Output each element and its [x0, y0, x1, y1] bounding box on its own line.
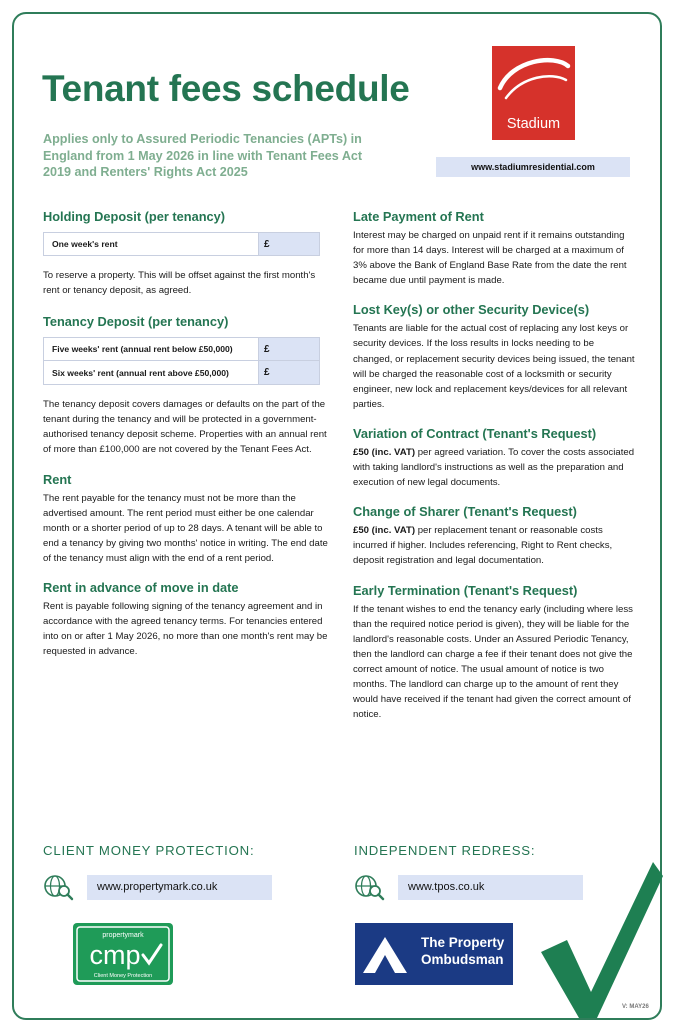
change-sharer-heading: Change of Sharer (Tenant's Request) — [353, 504, 577, 520]
fee-label: Five weeks' rent (annual rent below £50,000) — [44, 338, 259, 360]
change-sharer-fee: £50 (inc. VAT) — [353, 525, 416, 537]
page-subtitle: Applies only to Assured Periodic Tenancies (APTs) in England from 1 May 2026 in line with Tenant Fees Act 2019 and Renters' Rights Act 2025 — [43, 132, 363, 179]
cmp-badge-main: cmp — [89, 940, 141, 970]
cmp-badge-top: propertymark — [102, 932, 144, 939]
tpo-line-2: Ombudsman — [421, 952, 504, 967]
rent-advance-heading: Rent in advance of move in date — [43, 580, 239, 596]
version-label: V: MAY26 — [622, 1004, 649, 1010]
variation-heading: Variation of Contract (Tenant's Request) — [353, 425, 597, 441]
stadium-logo-arc — [492, 46, 575, 116]
fee-value-field[interactable]: £ — [259, 233, 319, 255]
cmp-link[interactable]: www.propertymark.co.uk — [87, 875, 272, 900]
redress-heading: INDEPENDENT REDRESS: — [354, 843, 536, 858]
lost-keys-heading: Lost Key(s) or other Security Device(s) — [353, 302, 590, 318]
fee-label: One week's rent — [44, 233, 259, 255]
change-sharer-body — [353, 523, 635, 568]
cmp-badge-art — [73, 923, 173, 985]
late-payment-body: Interest may be charged on unpaid rent if it remains outstanding for more than 14 days. Interest will be charged at a maximum of 3% above the Bank of England Base Rate from the date the rent became due until payment is made. — [353, 230, 627, 287]
rent-advance-body: Rent is payable following signing of the tenancy agreement and in accordance with the agreed tenancy terms. For tenancies entered into on or after 1 May 2026, no more than one month's rent may be requested in advance. — [43, 601, 328, 658]
variation-fee: £50 (inc. VAT) — [353, 446, 416, 458]
page-title: Tenant fees schedule — [42, 68, 410, 109]
tpo-logo — [355, 923, 513, 985]
fee-value-field[interactable]: £ — [259, 361, 319, 384]
early-termination-body: If the tenant wishes to end the tenancy early (including where less than the required notice period is given), they will be liable for the landlord's reasonable costs. Under an Assured Periodic Tenancy, then the landlord can charge a fee if their tenant does not give the correct amount of notice. The usual amount of notice is two months. The landlord can charge up to the amount of rent they would have received if the tenant had given the correct amount of notice. — [353, 603, 633, 721]
fee-label: Six weeks' rent (annual rent above £50,000) — [44, 361, 259, 384]
cmp-badge-logo — [73, 923, 173, 985]
variation-body — [353, 445, 635, 490]
tenancy-deposit-body: The tenancy deposit covers damages or defaults on the part of the tenant during the tenancy and will be protected in a government-authorised tenancy deposit scheme. Properties with an annual rent of more than £100,000 are not covered by the Tenant Fees Act. — [43, 399, 327, 456]
stadium-logo — [492, 46, 575, 140]
right-column — [353, 209, 635, 722]
left-column — [43, 209, 328, 659]
table-row — [43, 337, 320, 361]
cmp-badge-sub: Client Money Protection — [93, 973, 153, 979]
holding-deposit-body: To reserve a property. This will be offset against the first month's rent or tenancy deposit, as agreed. — [43, 270, 316, 297]
globe-search-icon — [354, 873, 386, 901]
rent-heading: Rent — [43, 471, 72, 487]
table-row — [43, 361, 320, 385]
fee-value-field[interactable]: £ — [259, 338, 319, 360]
globe-search-icon — [43, 873, 75, 901]
checkmark-icon — [535, 852, 665, 1022]
late-payment-heading: Late Payment of Rent — [353, 209, 484, 224]
stadium-logo-text: Stadium — [506, 116, 561, 132]
table-row — [43, 232, 320, 256]
tpo-logo-text — [421, 934, 504, 968]
redress-link[interactable]: www.tpos.co.uk — [398, 875, 583, 900]
early-termination-heading: Early Termination (Tenant's Request) — [353, 582, 578, 598]
tenancy-deposit-table — [43, 337, 328, 385]
website-link[interactable]: www.stadiumresidential.com — [436, 157, 630, 177]
cmp-link-row — [43, 873, 272, 901]
tenancy-deposit-heading: Tenancy Deposit (per tenancy) — [43, 314, 229, 330]
tpo-logo-mark — [355, 923, 417, 985]
change-sharer-text: per replacement tenant or reasonable costs incurred if higher. Includes referencing, Right to Rent checks, deposit registration and legal documentation. — [353, 525, 613, 567]
rent-body: The rent payable for the tenancy must not be more than the advertised amount. The rent period must either be one calendar month or a shorter period of up to 28 days. A tenant will be able to end a tenancy by giving two months' notice in writing. The end date of the tenancy must align with the end of a rent period. — [43, 492, 328, 564]
holding-deposit-table — [43, 232, 328, 256]
tpo-line-1: The Property — [421, 935, 505, 950]
cmp-heading: CLIENT MONEY PROTECTION: — [43, 843, 255, 858]
variation-text: per agreed variation. To cover the costs associated with taking landlord's instructions as well as the preparation and execution of new legal documents. — [353, 446, 635, 489]
lost-keys-body: Tenants are liable for the actual cost of replacing any lost keys or security devices. If the loss results in locks needing to be changed, or replacement security devices being issued, the tenant will be charged the reasonable cost of a locksmith or security engineer, new lock and replacement keys/devices for all relevant parties. — [353, 323, 635, 410]
holding-deposit-heading: Holding Deposit (per tenancy) — [43, 209, 226, 224]
